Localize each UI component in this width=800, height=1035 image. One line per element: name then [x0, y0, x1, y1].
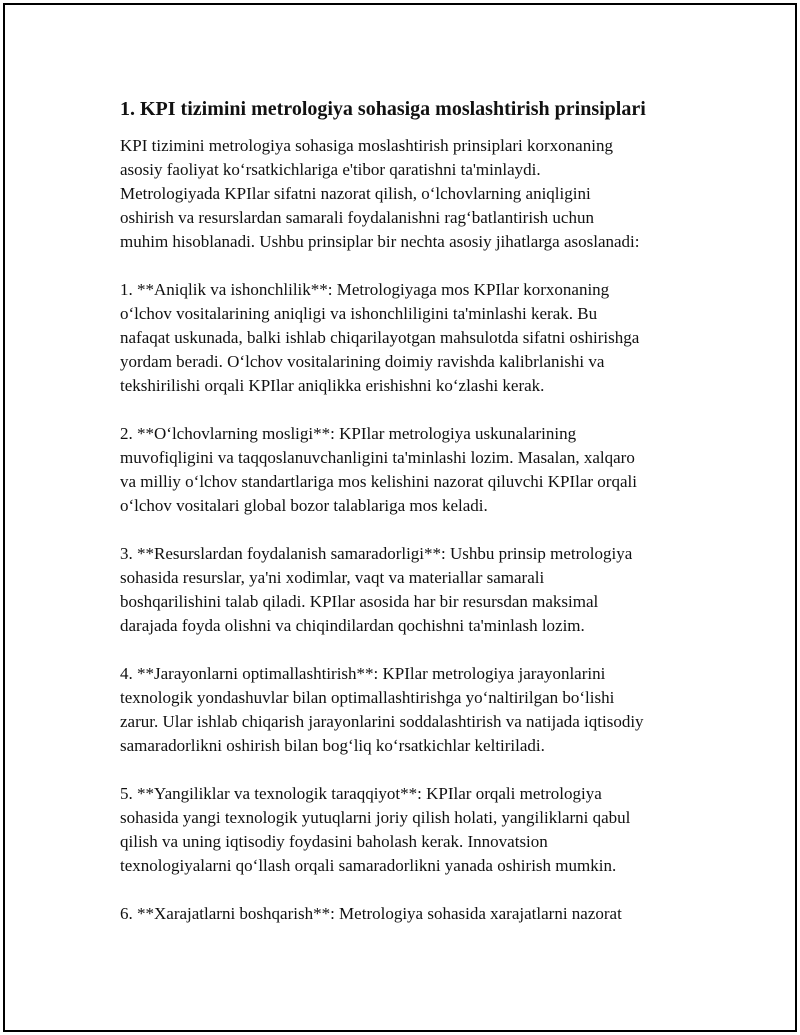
- principle-cost-management-paragraph: 6. **Xarajatlarni boshqarish**: Metrologiya sohasida xarajatlarni nazorat: [120, 904, 622, 923]
- document-title: 1. KPI tizimini metrologiya sohasiga moslashtirish prinsiplari: [120, 98, 646, 120]
- document-body: [120, 95, 690, 950]
- document-page: [3, 3, 797, 1032]
- principle-resource-efficiency-paragraph: 3. **Resurslardan foydalanish samaradorligi**: Ushbu prinsip metrologiya sohasida resurslar, ya'ni xodimlar, vaqt va materiallar samarali boshqarilishini talab qiladi. KPIlar asosida har bir resursdan maksimal darajada foyda olishni va chiqindilardan qochishni ta'minlash lozim.: [120, 544, 633, 635]
- principle-accuracy-paragraph: 1. **Aniqlik va ishonchlilik**: Metrologiyaga mos KPIlar korxonaning o‘lchov vositalarining aniqligi va ishonchliligini ta'minlashi kerak. Bu nafaqat uskunada, balki ishlab chiqarilayotgan mahsulotda sifatni oshirishga yordam beradi. O‘lchov vositalarining doimiy ravishda kalibrlanishi va tekshirilishi orqali KPIlar aniqlikka erishishni ko‘zlashi kerak.: [120, 280, 640, 395]
- intro-paragraph: KPI tizimini metrologiya sohasiga moslashtirish prinsiplari korxonaning asosiy faoliyat ko‘rsatkichlariga e'tibor qaratishni ta'minlaydi. Metrologiyada KPIlar sifatni nazorat qilish, o‘lchovlarning aniqligini oshirish va resurslardan samarali foydalanishni rag‘batlantirish uchun muhim hisoblanadi. Ushbu prinsiplar bir nechta asosiy jihatlarga asoslanadi:: [120, 136, 640, 251]
- principle-innovation-paragraph: 5. **Yangiliklar va texnologik taraqqiyot**: KPIlar orqali metrologiya sohasida yangi texnologik yutuqlarni joriy qilish holati, yangiliklarni qabul qilish va uning iqtisodiy foydasini baholash kerak. Innovatsion texnologiyalarni qo‘llash orqali samaradorlikni yanada oshirish mumkin.: [120, 784, 631, 875]
- principle-conformity-paragraph: 2. **O‘lchovlarning mosligi**: KPIlar metrologiya uskunalarining muvofiqligini va taqqoslanuvchanligini ta'minlashi lozim. Masalan, xalqaro va milliy o‘lchov standartlariga mos kelishini nazorat qiluvchi KPIlar orqali o‘lchov vositalari global bozor talablariga mos keladi.: [120, 424, 637, 515]
- principle-process-optimization-paragraph: 4. **Jarayonlarni optimallashtirish**: KPIlar metrologiya jarayonlarini texnologik yondashuvlar bilan optimallashtirishga yo‘naltirilgan bo‘lishi zarur. Ular ishlab chiqarish jarayonlarini soddalashtirish va natijada iqtisodiy samaradorlikni oshirish bilan bog‘liq ko‘rsatkichlar keltiriladi.: [120, 664, 644, 755]
